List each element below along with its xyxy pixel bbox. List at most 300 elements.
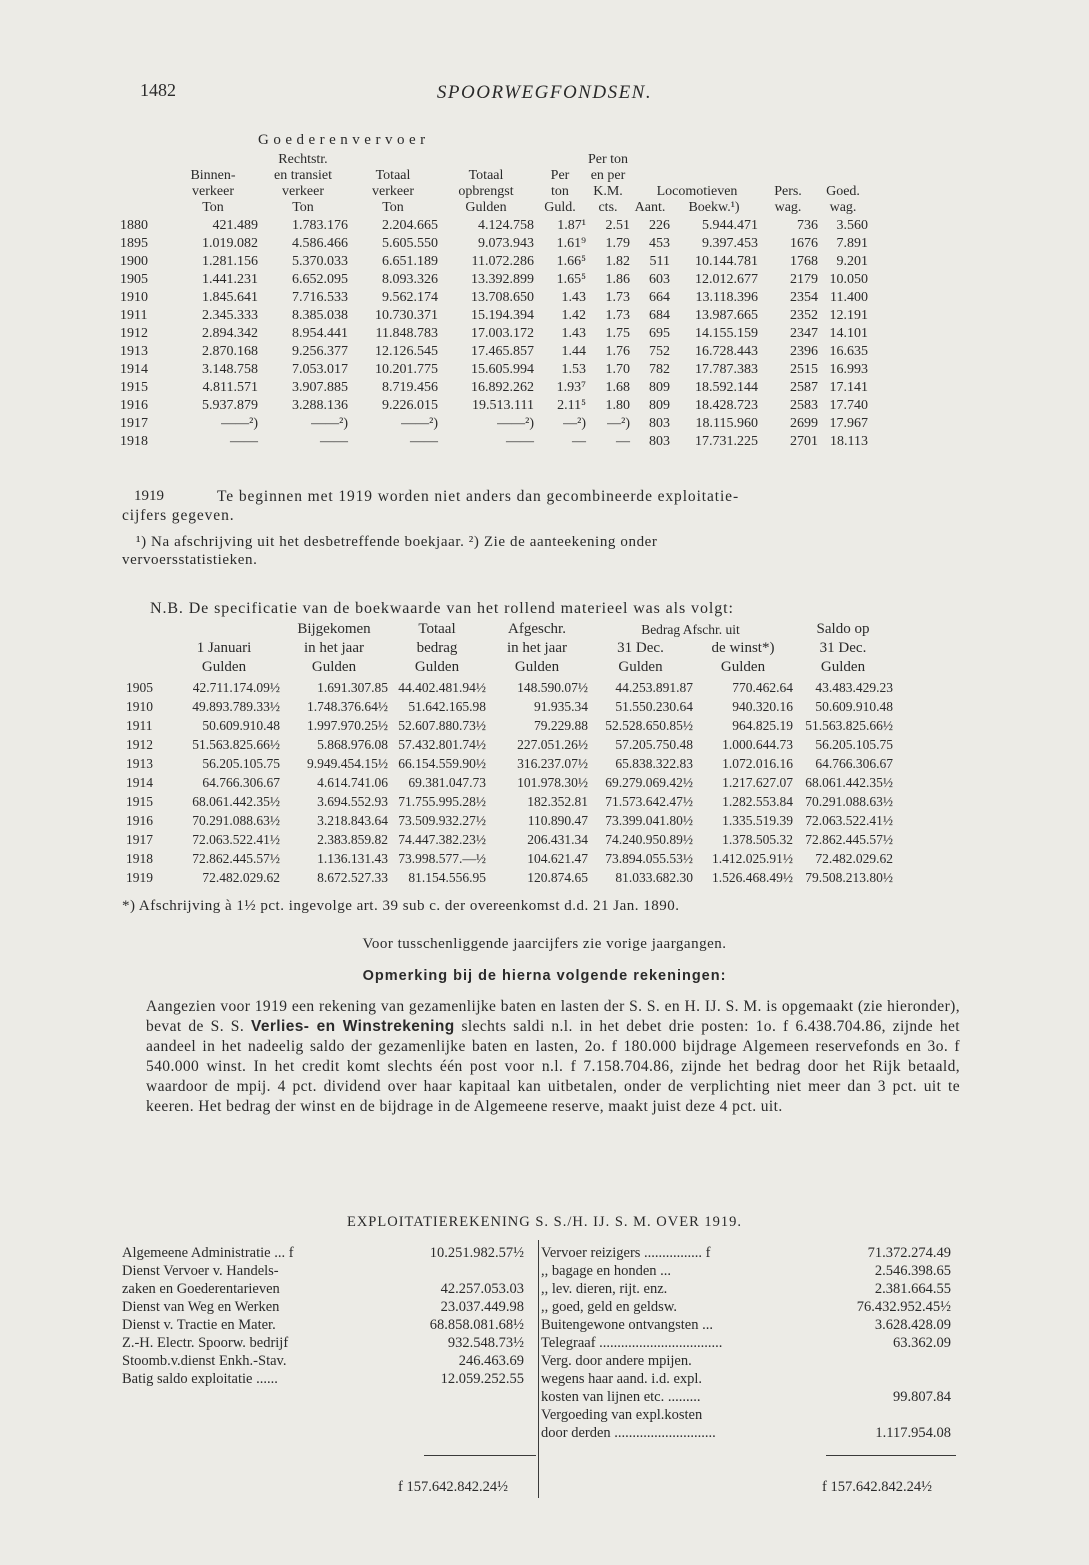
freight-row: [120, 288, 868, 306]
freight-cell: 4.124.758: [478, 218, 534, 233]
freight-cell: 1.75: [605, 326, 630, 341]
rolling-stock-cell: 91.935.34: [534, 699, 588, 714]
freight-header-cell: verkeer: [372, 184, 414, 199]
credit-amount: 3.628.428.09: [874, 1317, 951, 1333]
freight-cell: 2583: [790, 398, 818, 413]
freight-header-cell: Binnen-: [190, 168, 236, 183]
freight-cell: 10.050: [829, 272, 868, 287]
credit-entry: [541, 1388, 951, 1406]
rolling-stock-header-cell: 31 Dec.: [617, 640, 664, 656]
freight-row: [120, 432, 868, 450]
freight-cell: 1.441.231: [202, 272, 258, 287]
rolling-stock-cell: 3.218.843.64: [317, 813, 388, 828]
freight-cell: 5.605.550: [382, 236, 438, 251]
freight-cell: 1.281.156: [202, 254, 258, 269]
rolling-stock-cell: 940.320.16: [732, 699, 793, 714]
freight-header-cell: wag.: [829, 200, 857, 215]
remarks-heading: Opmerking bij de hierna volgende rekeningen:: [362, 968, 727, 984]
freight-cell: 18.115.960: [695, 416, 758, 431]
remarks-paragraph: [146, 997, 960, 1117]
rolling-stock-header-row: [126, 639, 893, 658]
credit-label: ,, lev. dieren, rijt. enz.: [541, 1281, 668, 1297]
rolling-stock-cell: 316.237.07½: [517, 756, 588, 771]
rolling-stock-header-cell: in het jaar: [304, 640, 364, 656]
freight-cell: 2396: [790, 344, 818, 359]
freight-cell: 18.592.144: [695, 380, 758, 395]
freight-cell: ——²): [311, 416, 348, 431]
freight-cell: 809: [649, 398, 670, 413]
rolling-stock-cell: 51.642.165.98: [408, 699, 486, 714]
rolling-stock-cell: 52.528.650.85½: [605, 718, 693, 733]
freight-cell: 695: [649, 326, 670, 341]
freight-cell: 1.019.082: [202, 236, 258, 251]
freight-cell: 1.43: [561, 326, 586, 341]
credit-label: ,, bagage en honden ...: [541, 1263, 672, 1279]
freight-header-cell: Guld.: [544, 200, 576, 215]
rolling-stock-footnote: *) Afschrijving à 1½ pct. ingevolge art. 39 sub c. der overeenkomst d.d. 21 Jan. 1890.: [122, 898, 680, 914]
freight-cell: 14.155.159: [695, 326, 758, 341]
rolling-stock-cell: 44.402.481.94½: [398, 680, 486, 695]
freight-cell: 803: [649, 434, 670, 449]
freight-cell: 2699: [790, 416, 818, 431]
freight-cell: 664: [649, 290, 670, 305]
rolling-stock-cell: 1.335.519.39: [722, 813, 793, 828]
rolling-stock-cell: 72.063.522.41½: [192, 832, 280, 847]
credit-entry: [541, 1406, 951, 1424]
freight-cell: 17.740: [829, 398, 868, 413]
freight-cell: 226: [649, 218, 670, 233]
freight-cell: 1895: [120, 236, 148, 251]
freight-cell: 17.731.225: [695, 434, 758, 449]
rolling-stock-cell: 104.621.47: [527, 851, 588, 866]
freight-cell: 1.44: [561, 344, 586, 359]
freight-header-cell: Totaal: [468, 168, 504, 183]
credit-total-rule: [826, 1455, 956, 1456]
freight-cell: 1.783.176: [292, 218, 348, 233]
debit-amount: 42.257.053.03: [440, 1281, 524, 1297]
freight-header-cell: Pers.: [774, 184, 802, 199]
freight-header-cell: [120, 184, 168, 200]
credit-amount: 99.807.84: [893, 1389, 951, 1405]
credit-amount: 71.372.274.49: [867, 1245, 951, 1261]
freight-header-cell: verkeer: [192, 184, 234, 199]
freight-table: [120, 152, 868, 450]
freight-cell: 1916: [120, 398, 148, 413]
credit-entry: [541, 1244, 951, 1262]
rolling-stock-header-cell: Totaal: [418, 621, 456, 637]
freight-header-cell: [120, 168, 168, 184]
freight-cell: 1.93⁷: [556, 380, 586, 395]
freight-header-cell: [630, 168, 670, 184]
freight-cell: 1.61⁹: [556, 236, 586, 251]
freight-cell: 1.845.641: [202, 290, 258, 305]
freight-header-cell: opbrengst: [458, 184, 514, 199]
rolling-stock-intro: N.B. De specificatie van de boekwaarde van het rollend materieel was als volgt:: [150, 600, 734, 617]
rolling-stock-cell: 79.508.213.80½: [805, 870, 893, 885]
freight-cell: 2347: [790, 326, 818, 341]
rolling-stock-cell: 9.949.454.15½: [307, 756, 388, 771]
freight-header-cell: Per: [550, 168, 570, 183]
freight-cell: 1880: [120, 218, 148, 233]
rolling-stock-header-cell: Gulden: [201, 659, 247, 675]
rolling-stock-cell: 8.672.527.33: [317, 870, 388, 885]
credit-label: wegens haar aand. i.d. expl.: [541, 1371, 703, 1387]
freight-cell: 17.465.857: [471, 344, 534, 359]
rolling-stock-cell: 3.694.552.93: [317, 794, 388, 809]
rolling-stock-cell: 79.229.88: [534, 718, 588, 733]
freight-header-cell: Ton: [202, 200, 224, 215]
rolling-stock-cell: 56.205.105.75: [815, 737, 893, 752]
freight-cell: 2.345.333: [202, 308, 258, 323]
rolling-stock-cell: 65.838.322.83: [615, 756, 693, 771]
freight-cell: ——: [320, 434, 348, 449]
rolling-stock-cell: 70.291.088.63½: [192, 813, 280, 828]
rolling-stock-header-cell: 1 Januari: [196, 640, 252, 656]
freight-cell: 1.68: [605, 380, 630, 395]
freight-row: [120, 270, 868, 288]
freight-cell: 17.003.172: [471, 326, 534, 341]
freight-cell: 9.226.015: [382, 398, 438, 413]
rolling-stock-row: [126, 772, 893, 791]
debit-amount: 23.037.449.98: [440, 1299, 524, 1315]
freight-row: [120, 342, 868, 360]
freight-cell: 4.811.571: [202, 380, 258, 395]
rolling-stock-cell: 68.061.442.35½: [805, 775, 893, 790]
account-title: EXPLOITATIEREKENING S. S./H. IJ. S. M. OVER 1919.: [346, 1214, 743, 1230]
rolling-stock-cell: 770.462.64: [732, 680, 793, 695]
rolling-stock-cell: 64.766.306.67: [815, 756, 893, 771]
rolling-stock-cell: 43.483.429.23: [815, 680, 893, 695]
freight-cell: —: [572, 434, 586, 449]
freight-header-cell: Per ton: [587, 152, 629, 167]
rolling-stock-cell: 73.894.055.53½: [605, 851, 693, 866]
freight-cell: 1.43: [561, 290, 586, 305]
credit-label: kosten van lijnen etc. .........: [541, 1389, 701, 1405]
rolling-stock-cell: 101.978.30½: [517, 775, 588, 790]
freight-cell: 3.148.758: [202, 362, 258, 377]
freight-cell: 1.87¹: [557, 218, 586, 233]
remarks-bold: Verlies- en Winstrekening: [250, 1018, 455, 1035]
rolling-stock-header-cell: bedrag: [416, 640, 458, 656]
freight-cell: 809: [649, 380, 670, 395]
credit-label: Buitengewone ontvangsten ...: [541, 1317, 713, 1333]
rolling-stock-row: [126, 848, 893, 867]
running-title: SPOORWEGFONDSEN.: [436, 82, 653, 103]
rolling-stock-cell: 1.378.505.32: [722, 832, 793, 847]
credit-entry: [541, 1370, 951, 1388]
debit-label: Batig saldo exploitatie ......: [122, 1371, 278, 1387]
rolling-stock-row: [126, 715, 893, 734]
rolling-stock-cell: 72.862.445.57½: [192, 851, 280, 866]
debit-label: Stoomb.v.dienst Enkh.-Stav.: [122, 1353, 287, 1369]
debit-amount: 10.251.982.57½: [429, 1245, 524, 1261]
rolling-stock-cell: 51.563.825.66½: [805, 718, 893, 733]
rolling-stock-cell: 74.240.950.89½: [605, 832, 693, 847]
debit-label: Z.-H. Electr. Spoorw. bedrijf: [122, 1335, 289, 1351]
freight-cell: 2352: [790, 308, 818, 323]
freight-cell: 12.191: [829, 308, 868, 323]
remarks-text-a: Aangezien voor 1919 een rekening van gezamenlijke baten en lasten der S. S. en H. IJ. S. M. is opgemaakt (zie hieronder), bevat de S. S.: [146, 998, 960, 1035]
rolling-stock-cell: 50.609.910.48: [202, 718, 280, 733]
rolling-stock-cell: 964.825.19: [732, 718, 793, 733]
rolling-stock-header-cell: Saldo op: [816, 621, 870, 637]
freight-cell: 2.870.168: [202, 344, 258, 359]
freight-header-cell: [818, 168, 868, 184]
freight-cell: 9.073.943: [478, 236, 534, 251]
freight-cell: 511: [649, 254, 670, 269]
freight-header-cell: Totaal: [375, 168, 411, 183]
rolling-stock-cell: 1.072.016.16: [722, 756, 793, 771]
debit-entry: [122, 1262, 524, 1280]
rolling-stock-cell: 1918: [126, 851, 153, 866]
freight-header-row: [120, 152, 868, 168]
debit-amount: 246.463.69: [458, 1353, 524, 1369]
freight-cell: 421.489: [212, 218, 258, 233]
freight-cell: 1768: [790, 254, 818, 269]
freight-header-cell: Locomotieven: [656, 184, 738, 199]
freight-cell: 1900: [120, 254, 148, 269]
credit-entry: [541, 1262, 951, 1280]
freight-cell: 1918: [120, 434, 148, 449]
freight-cell: 19.513.111: [472, 398, 534, 413]
credit-entry: [541, 1280, 951, 1298]
rolling-stock-header-cell: in het jaar: [507, 640, 567, 656]
freight-cell: 782: [649, 362, 670, 377]
credit-amount: 2.381.664.55: [874, 1281, 951, 1297]
rolling-stock-cell: 1914: [126, 775, 153, 790]
freight-cell: 17.787.383: [695, 362, 758, 377]
freight-cell: ——: [410, 434, 438, 449]
freight-cell: 14.101: [829, 326, 868, 341]
freight-cell: 18.428.723: [695, 398, 758, 413]
freight-cell: 9.201: [836, 254, 868, 269]
freight-cell: 5.937.879: [202, 398, 258, 413]
debit-entry: [122, 1316, 524, 1334]
freight-row: [120, 324, 868, 342]
debit-total: f 157.642.842.24½: [398, 1479, 508, 1495]
credit-total: f 157.642.842.24½: [822, 1479, 932, 1495]
freight-cell: —²): [607, 416, 630, 431]
freight-cell: ——²): [497, 416, 534, 431]
freight-row: [120, 414, 868, 432]
rolling-stock-cell: 227.051.26½: [517, 737, 588, 752]
freight-cell: 1.66⁵: [556, 254, 586, 269]
rolling-stock-cell: 81.154.556.95: [408, 870, 486, 885]
freight-cell: 803: [649, 416, 670, 431]
account-credit: [541, 1244, 951, 1442]
rolling-stock-cell: 51.563.825.66½: [192, 737, 280, 752]
freight-cell: 3.907.885: [292, 380, 348, 395]
rolling-stock-cell: 71.755.995.28½: [398, 794, 486, 809]
rolling-stock-header-cell: Afgeschr.: [508, 621, 566, 637]
rolling-stock-cell: 1915: [126, 794, 153, 809]
rolling-stock-row: [126, 829, 893, 848]
debit-entry: [122, 1334, 524, 1352]
credit-label: Verg. door andere mpijen.: [541, 1353, 692, 1369]
debit-entry: [122, 1244, 524, 1262]
debit-entry: [122, 1298, 524, 1316]
rolling-stock-cell: 1919: [126, 870, 153, 885]
rolling-stock-header-cell: Bijgekomen: [297, 621, 371, 637]
debit-label: Dienst Vervoer v. Handels-: [122, 1263, 279, 1279]
rolling-stock-cell: 52.607.880.73½: [398, 718, 486, 733]
rolling-stock-cell: 73.399.041.80½: [605, 813, 693, 828]
rolling-stock-cell: 73.998.577.—½: [398, 851, 486, 866]
debit-entry: [122, 1370, 524, 1388]
credit-amount: 2.546.398.65: [874, 1263, 951, 1279]
rolling-stock-header-cell: Bedrag Afschr. uit: [641, 621, 740, 637]
freight-cell: 1676: [790, 236, 818, 251]
freight-header-cell: cts.: [598, 200, 618, 215]
rolling-stock-cell: 110.890.47: [527, 813, 588, 828]
freight-header-cell: Goed.: [826, 184, 860, 199]
rolling-stock-row: [126, 734, 893, 753]
debit-total-rule: [424, 1455, 536, 1456]
credit-entry: [541, 1316, 951, 1334]
rolling-stock-cell: 72.063.522.41½: [805, 813, 893, 828]
rolling-stock-cell: 49.893.789.33½: [192, 699, 280, 714]
freight-cell: ——²): [401, 416, 438, 431]
rolling-stock-header-cell: Gulden: [618, 659, 663, 675]
freight-cell: 1.73: [605, 308, 630, 323]
freight-cell: 1912: [120, 326, 148, 341]
freight-header-cell: verkeer: [282, 184, 324, 199]
debit-entry: [122, 1352, 524, 1370]
freight-header-cell: en transiet: [274, 168, 332, 183]
freight-cell: 8.719.456: [382, 380, 438, 395]
freight-cell: 1.79: [605, 236, 630, 251]
credit-label: Telegraaf ..................................: [541, 1335, 723, 1351]
rolling-stock-cell: 74.447.382.23½: [398, 832, 486, 847]
freight-section-title: Goederenvervoer: [258, 132, 430, 148]
credit-amount: [823, 1352, 951, 1370]
rolling-stock-cell: 68.061.442.35½: [192, 794, 280, 809]
freight-cell: 684: [649, 308, 670, 323]
freight-cell: 9.562.174: [382, 290, 438, 305]
freight-cell: 2701: [790, 434, 818, 449]
rolling-stock-header-cell: [168, 620, 280, 639]
rolling-stock-header-row: [126, 620, 893, 639]
rolling-stock-cell: 66.154.559.90½: [398, 756, 486, 771]
freight-cell: 6.652.095: [292, 272, 348, 287]
freight-cell: 3.288.136: [292, 398, 348, 413]
freight-cell: 1.73: [605, 290, 630, 305]
rolling-stock-cell: 1.000.644.73: [722, 737, 793, 752]
freight-row: [120, 306, 868, 324]
freight-cell: 1.86: [605, 272, 630, 287]
freight-cell: 5.944.471: [702, 218, 758, 233]
rolling-stock-cell: 1.282.553.84: [722, 794, 793, 809]
freight-row: [120, 234, 868, 252]
freight-header-cell: [818, 152, 868, 168]
rolling-stock-cell: 57.205.750.48: [615, 737, 693, 752]
rolling-stock-cell: 50.609.910.48: [815, 699, 893, 714]
freight-cell: 17.967: [829, 416, 868, 431]
freight-header-cell: [670, 168, 758, 184]
freight-cell: 1913: [120, 344, 148, 359]
freight-cell: 10.144.781: [695, 254, 758, 269]
account-debit: [122, 1244, 524, 1388]
rolling-stock-cell: 70.291.088.63½: [805, 794, 893, 809]
rolling-stock-cell: 1917: [126, 832, 153, 847]
freight-cell: 7.716.533: [292, 290, 348, 305]
rolling-stock-cell: 1.748.376.64½: [307, 699, 388, 714]
freight-header-cell: [758, 152, 818, 168]
freight-cell: 752: [649, 344, 670, 359]
freight-header-cell: [120, 152, 168, 168]
rolling-stock-cell: 2.383.859.82: [317, 832, 388, 847]
freight-header-cell: Ton: [382, 200, 404, 215]
freight-cell: ——: [230, 434, 258, 449]
freight-cell: 1.65⁵: [556, 272, 586, 287]
freight-header-cell: [630, 152, 670, 168]
rolling-stock-cell: 1.997.970.25½: [307, 718, 388, 733]
credit-entry: [541, 1334, 951, 1352]
freight-cell: 2587: [790, 380, 818, 395]
freight-cell: 2515: [790, 362, 818, 377]
freight-cell: 1.53: [561, 362, 586, 377]
freight-header-cell: wag.: [774, 200, 802, 215]
rolling-stock-cell: 1.217.627.07: [722, 775, 793, 790]
rolling-stock-cell: 206.431.34: [527, 832, 588, 847]
freight-cell: 8.385.038: [292, 308, 348, 323]
rolling-stock-header-cell: 31 Dec.: [819, 640, 867, 656]
rolling-stock-table: [126, 620, 893, 886]
rolling-stock-header-cell: Gulden: [820, 659, 866, 675]
freight-cell: 2179: [790, 272, 818, 287]
freight-cell: 11.400: [830, 290, 868, 305]
rolling-stock-row: [126, 810, 893, 829]
credit-entry: [541, 1298, 951, 1316]
credit-label: Vervoer reizigers ................ f: [541, 1245, 711, 1261]
debit-label: Dienst v. Tractie en Mater.: [122, 1317, 276, 1333]
freight-footnote: ¹) Na afschrijving uit het desbetreffende boekjaar. ²) Zie de aanteekening onder: [136, 534, 658, 550]
freight-header-cell: en per: [590, 168, 626, 183]
rolling-stock-cell: 1913: [126, 756, 153, 771]
rolling-stock-cell: 81.033.682.30: [615, 870, 693, 885]
rolling-stock-cell: 42.711.174.09½: [192, 680, 280, 695]
freight-row: [120, 360, 868, 378]
credit-entry: [541, 1424, 951, 1442]
debit-amount: [412, 1262, 524, 1280]
freight-cell: 1.80: [605, 398, 630, 413]
freight-cell: 18.113: [830, 434, 868, 449]
debit-amount: 932.548.73½: [447, 1335, 524, 1351]
freight-cell: 2354: [790, 290, 818, 305]
rolling-stock-cell: 64.766.306.67: [202, 775, 280, 790]
rolling-stock-header-cell: [126, 639, 168, 658]
freight-cell: ——²): [221, 416, 258, 431]
credit-amount: [823, 1406, 951, 1424]
credit-amount: 1.117.954.08: [875, 1425, 951, 1441]
rolling-stock-header-cell: de winst*): [711, 640, 775, 656]
freight-cell: 8.954.441: [292, 326, 348, 341]
freight-cell: 15.194.394: [471, 308, 534, 323]
freight-header-row: [120, 200, 868, 216]
freight-row: [120, 378, 868, 396]
rolling-stock-cell: 72.482.029.62: [815, 851, 893, 866]
remarks-text-b: slechts saldi n.l. in het debet drie posten: 1o. f 6.438.704.86, zijnde het aandeel in het nadeelig saldo der gezamenlijke baten en lasten, 2o. f 180.000 bijdrage Algemeen reservefonds en 3o. f 540.000 winst. In het credit komt slechts één post voor n.l. f 7.158.704.86, zijnde het bedrag door het Rijk betaald, waardoor de mpij. 4 pct. dividend over haar kapitaal kan uitbetalen, onder de verplichting niet meer dan 3 pct. uit te keeren. Het bedrag der winst en de bijdrage in de Algemeene reserve, maakt juist deze 4 pct. uit.: [146, 1018, 960, 1115]
see-previous-years: Voor tusschenliggende jaarcijfers zie vorige jaargangen.: [362, 936, 727, 952]
credit-amount: 63.362.09: [893, 1335, 951, 1351]
freight-cell: —²): [563, 416, 586, 431]
freight-cell: 10.201.775: [375, 362, 438, 377]
freight-cell: 1.76: [605, 344, 630, 359]
rolling-stock-header-cell: Gulden: [514, 659, 560, 675]
rolling-stock-cell: 148.590.07½: [517, 680, 588, 695]
rolling-stock-cell: 1905: [126, 680, 153, 695]
freight-cell: 15.605.994: [471, 362, 534, 377]
